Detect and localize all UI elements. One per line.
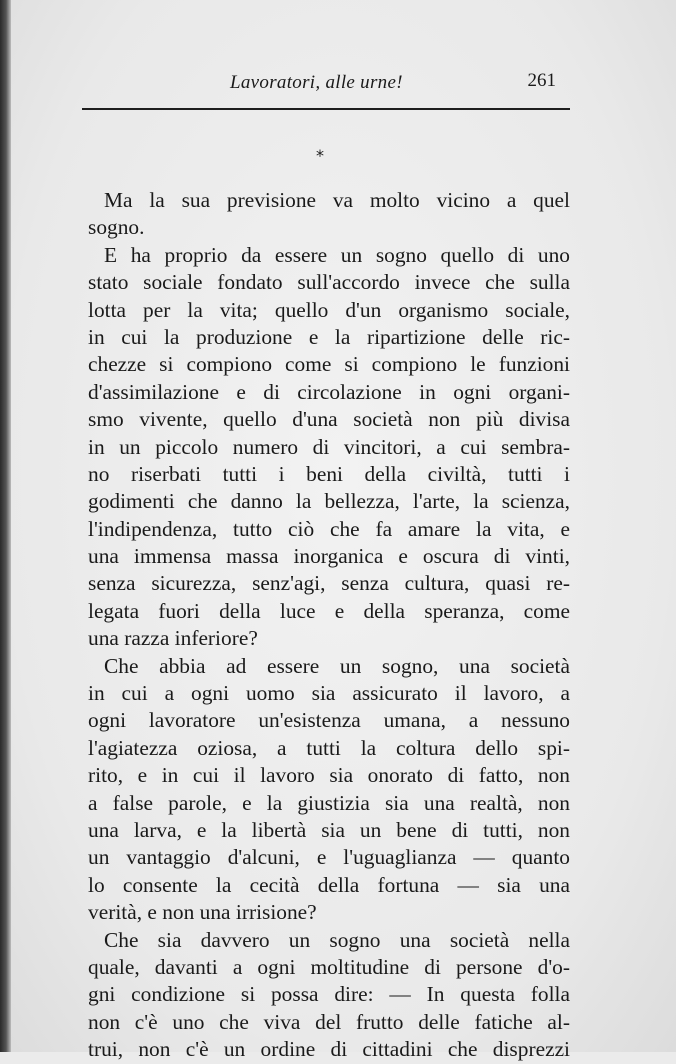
text-line: stato sociale fondato sull'accordo invece che sulla bbox=[88, 270, 570, 295]
text-line: in un piccolo numero di vincitori, a cui sembra- bbox=[88, 434, 570, 459]
text-line: l'agiatezza oziosa, a tutti la coltura dello spi- bbox=[88, 735, 570, 760]
header-rule bbox=[82, 108, 570, 110]
text-line: verità, e non una irrisione? bbox=[88, 900, 317, 925]
text-line: rito, e in cui il lavoro sia onorato di fatto, non bbox=[88, 763, 570, 788]
text-line: gni condizione si possa dire: — In questa folla bbox=[88, 982, 570, 1007]
book-spine-shadow bbox=[0, 0, 11, 1052]
page-header bbox=[82, 70, 572, 100]
text-line: Che sia davvero un sogno una società nella bbox=[104, 927, 570, 952]
running-title: Lavoratori, alle urne! bbox=[230, 72, 403, 93]
text-line: godimenti che danno la bellezza, l'arte, la scienza, bbox=[88, 489, 570, 514]
text-line: ogni lavoratore un'esistenza umana, a nessuno bbox=[88, 708, 570, 733]
text-line: sogno. bbox=[88, 215, 145, 240]
text-line: una larva, e la libertà sia un bene di tutti, non bbox=[88, 817, 570, 842]
text-line: smo vivente, quello d'una società non più divisa bbox=[88, 407, 570, 432]
text-line: lo consente la cecità della fortuna — sia una bbox=[88, 872, 570, 897]
text-line: in cui a ogni uomo sia assicurato il lavoro, a bbox=[88, 681, 570, 706]
text-line: una razza inferiore? bbox=[88, 626, 258, 651]
text-line: legata fuori della luce e della speranza, come bbox=[88, 598, 570, 623]
section-separator: * bbox=[316, 146, 324, 165]
text-line: d'assimilazione e di circolazione in ogni organi- bbox=[88, 379, 570, 404]
text-line: no riserbati tutti i beni della civiltà, tutti i bbox=[88, 461, 570, 486]
text-line: una immensa massa inorganica e oscura di vinti, bbox=[88, 544, 570, 569]
text-line: Ma la sua previsione va molto vicino a quel bbox=[104, 188, 570, 212]
text-line: senza sicurezza, senz'agi, senza cultura, quasi re- bbox=[88, 571, 570, 596]
text-line: chezze si compiono come si compiono le funzioni bbox=[88, 352, 570, 377]
text-line: E ha proprio da essere un sogno quello di uno bbox=[104, 242, 570, 267]
text-line: quale, davanti a ogni moltitudine di persone d'o- bbox=[88, 954, 570, 979]
text-line: trui, non c'è un ordine di cittadini che disprezzi bbox=[88, 1037, 570, 1062]
text-line: lotta per la vita; quello d'un organismo sociale, bbox=[88, 297, 570, 322]
text-line: l'indipendenza, tutto ciò che fa amare la vita, e bbox=[88, 516, 570, 541]
page-number: 261 bbox=[527, 70, 556, 91]
text-line: a false parole, e la giustizia sia una realtà, non bbox=[88, 790, 570, 815]
text-line: Che abbia ad essere un sogno, una società bbox=[104, 653, 570, 678]
body-text bbox=[88, 187, 570, 1064]
text-line: un vantaggio d'alcuni, e l'uguaglianza — quanto bbox=[88, 845, 570, 870]
text-line: in cui la produzione e la ripartizione delle ric- bbox=[88, 324, 570, 349]
text-line: non c'è uno che viva del frutto delle fatiche al- bbox=[88, 1009, 570, 1034]
